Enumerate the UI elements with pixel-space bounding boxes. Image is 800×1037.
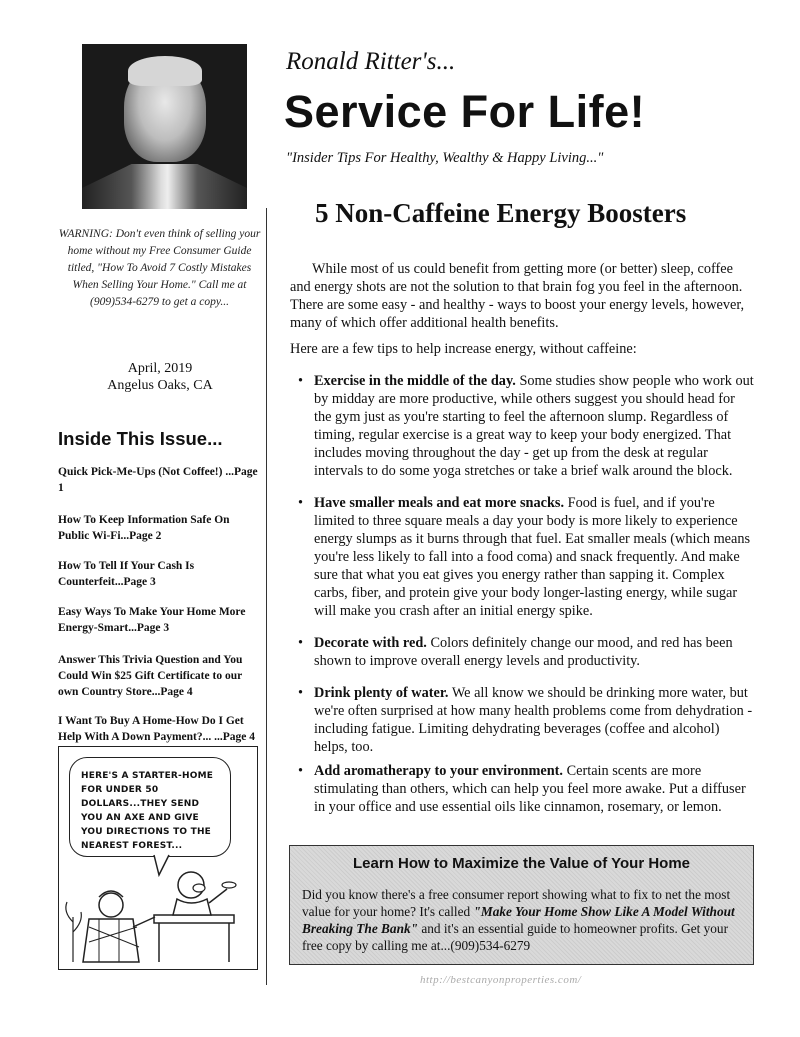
toc-item: How To Keep Information Safe On Public Wi-Fi...Page 2 bbox=[58, 514, 230, 542]
tips-lead: Here are a few tips to help increase energy, without caffeine: bbox=[290, 341, 637, 357]
newsletter-title: Service For Life! bbox=[284, 86, 646, 137]
toc-item: I Want To Buy A Home-How Do I Get Help With A Down Payment?... ...Page 4 bbox=[58, 715, 255, 743]
callout-box bbox=[289, 845, 754, 965]
toc-item: Easy Ways To Make Your Home More Energy-Smart...Page 3 bbox=[58, 606, 246, 634]
warning-note: WARNING: Don't even think of selling your home without my Free Consumer Guide titled, "How To Avoid 7 Costly Mistakes When Selling Your Home." Call me at (909)534-6279 to get a copy... bbox=[58, 228, 261, 308]
bullet-icon: • bbox=[298, 373, 304, 389]
tip-body: Colors definitely change our mood, and red has been shown to improve overall energy levels and productivity. bbox=[314, 635, 733, 669]
dateline bbox=[80, 360, 240, 394]
bullet-icon: • bbox=[298, 635, 304, 651]
author-photo bbox=[82, 44, 247, 209]
tagline: "Insider Tips For Healthy, Wealthy & Happy Living..." bbox=[286, 150, 604, 166]
tip-item bbox=[298, 634, 754, 670]
issue-location: Angelus Oaks, CA bbox=[107, 378, 213, 393]
tip-item bbox=[298, 372, 754, 480]
tip-item bbox=[298, 762, 754, 816]
tip-body: Some studies show people who work out by midday are more productive, while others suggest you should head for the gym just as you're starting to feel the afternoon slump. Regardless of timing, regular exercise is a great way to keep your body energized. That includes moving throughout the day - get up from the desk at regular intervals to do some yoga stretches or take a brief walk around the block. bbox=[314, 373, 754, 479]
tip-title: Have smaller meals and eat more snacks. bbox=[314, 495, 565, 511]
article-headline: 5 Non-Caffeine Energy Boosters bbox=[315, 198, 687, 228]
column-divider bbox=[266, 208, 267, 985]
author-photo-hair bbox=[128, 56, 202, 86]
inside-issue-title: Inside This Issue... bbox=[58, 428, 223, 449]
author-photo-suit bbox=[82, 164, 247, 209]
callout-title: Learn How to Maximize the Value of Your Home bbox=[352, 855, 690, 872]
tip-title: Add aromatherapy to your environment. bbox=[314, 763, 564, 779]
bullet-icon: • bbox=[298, 763, 304, 779]
tip-item bbox=[298, 494, 754, 620]
tip-item bbox=[298, 684, 754, 756]
tip-body: Food is fuel, and if you're limited to three square meals a day your body is more likely to experience energy slumps as it burns through that fuel. Eat smaller meals (which means you're less likely to fall into a food coma) and snack frequently. And make sure that what you eat gives you energy rather than sapping it. Complex carbs, fiber, and protein give your body longer-lasting energy, while sugar will make you crash after an initial energy spike. bbox=[314, 495, 751, 619]
bullet-icon: • bbox=[298, 495, 304, 511]
cartoon-drawing bbox=[59, 747, 257, 969]
tip-body: Certain scents are more stimulating than others, which can help you feel more awake. Put a diffuser in your office and use essential oils like cinnamon, rosemary, or lemon. bbox=[314, 763, 746, 815]
bullet-icon: • bbox=[298, 685, 304, 701]
footer-url[interactable]: http://bestcanyonproperties.com/ bbox=[420, 974, 582, 986]
tip-title: Exercise in the middle of the day. bbox=[314, 373, 516, 389]
toc-item: Quick Pick-Me-Ups (Not Coffee!) ...Page 1 bbox=[58, 466, 258, 494]
tip-title: Drink plenty of water. bbox=[314, 685, 449, 701]
tip-body: We all know we should be drinking more water, but we're often surprised at how many health problems come from dehydration - including fatigue. Limiting dehydrating beverages (coffee and alcohol) helps, too. bbox=[314, 685, 753, 755]
author-name: Ronald Ritter's... bbox=[286, 48, 456, 75]
cartoon bbox=[58, 746, 258, 970]
callout-body bbox=[302, 886, 744, 954]
toc-item: Answer This Trivia Question and You Could Win $25 Gift Certificate to our own Country Store...Page 4 bbox=[58, 654, 243, 698]
toc-item: How To Tell If Your Cash Is Counterfeit...Page 3 bbox=[58, 560, 195, 588]
issue-date: April, 2019 bbox=[127, 361, 193, 376]
callout-body-post: and it's an essential guide to homeowner profits. Get your free copy by calling me at...(909)534-6279 bbox=[302, 921, 729, 953]
cartoon-caption: HERE'S A STARTER-HOME FOR UNDER 50 DOLLARS...THEY SEND YOU AN AXE AND GIVE YOU DIRECTIONS TO THE NEAREST FOREST... bbox=[81, 771, 214, 851]
callout-report-title: "Make Your Home Show Like A Model Without Breaking The Bank" bbox=[302, 904, 735, 936]
tip-title: Decorate with red. bbox=[314, 635, 427, 651]
callout-body-pre: Did you know there's a free consumer report showing what to fix to net the most value for your home? It's called bbox=[302, 887, 731, 919]
article-intro: While most of us could benefit from getting more (or better) sleep, coffee and energy shots are not the solution to that brain fog you feel in the afternoon. There are some easy - and healthy - ways to boost your energy levels, however, many of which offer additional health benefits. bbox=[290, 261, 745, 331]
